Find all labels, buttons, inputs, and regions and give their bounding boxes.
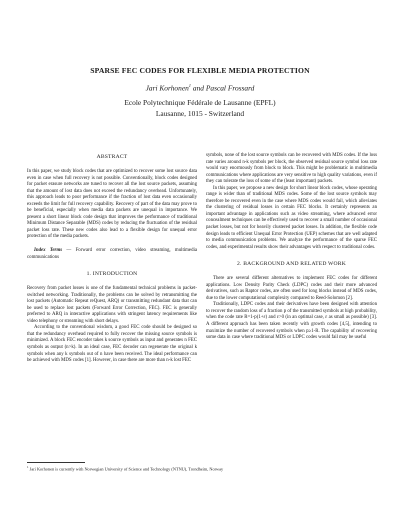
abstract-text: In this paper, we study block codes that are optimized to recover some lost source data even in case when full recovery is not possible. Conventionally, block codes designed for packet erasure networks are tuned to recover all the lost source packets, assuming that the amount of lost data does not exceed the redundancy overhead. Unfortunately, this approach leads to poor performance if the fraction of lost data even occasionally exceeds the limit for full recovery capability. Recovery of part of the data may prove to be beneficial, especially when media data packets are unequal in importance. We present a short linear block code design that improves the performance of traditional Minimum Distance Separable (MDS) codes by reducing the fluctuation of the residual packet loss rate. These new codes also lead to a flexible design for unequal error protection of the media packets. — [27, 169, 197, 240]
background-paragraph: Traditionally, LDPC codes and their derivatives have been designed with attention to recover the random loss of a fraction p of the transmitted symbols at high probability, when the code rate R=1-p(1+ε) and ε>0 (in an optimal case, ε as small as possible) [3]. A different approach has been taken recently with growth codes [4,5], intending to maximize the number of recovered symbols when p≥1-R. The capability of recovering some data in case where traditional MDS or LDPC codes would fail may be useful — [206, 302, 377, 341]
author-connector: and — [192, 83, 204, 93]
footnote-mark: 1 — [188, 83, 192, 88]
intro-paragraph: Recovery from packet losses is one of the fundamental technical problems in packet-switched networking. Traditionally, the problems can be solved by retransmitting the lost packets (Automatic Repeat reQuest, ARQ) or transmitting redundant data that can be used to replace lost packets (Forward Error Correction, FEC). FEC is generally preferred to ARQ in interactive applications with stringent latency requirements like video telephony or streaming with short delays. — [27, 286, 197, 324]
affiliation — [0, 98, 400, 119]
left-column — [27, 154, 197, 365]
paper-title: SPARSE FEC CODES FOR FLEXIBLE MEDIA PROTECTION — [90, 66, 310, 75]
author-name: Jari Korhonen — [145, 83, 189, 93]
institution: Ecole Polytechnique Fédérale de Lausanne (EPFL) — [124, 98, 276, 107]
index-terms — [27, 248, 197, 261]
abstract-heading: ABSTRACT — [96, 154, 128, 160]
author-line — [0, 83, 400, 92]
section-heading-background: 2. BACKGROUND AND RELATED WORK — [237, 261, 346, 268]
background-paragraph: There are several different alternatives to implement FEC codes for different applications. Low Density Parity Check (LDPC) codes and their more advanced derivatives, such as Raptor codes, are often used for long blocks instead of MDS codes, due to the lower computational complexity compared to Reed-Solomon [2]. — [206, 276, 377, 301]
section-heading-introduction: 1. INTRODUCTION — [86, 271, 138, 278]
footnote-text: Jari Korhonen is currently with Norwegian University of Science and Technology (NTNU), Trondheim, Norway — [29, 466, 224, 472]
footnote-rule — [27, 462, 85, 463]
author-name: Pascal Frossard — [205, 83, 255, 93]
index-terms-text: Forward error correction, video streaming, multimedia communications — [27, 248, 197, 260]
footnote — [27, 465, 377, 472]
intro-paragraph: In this paper, we propose a new design for short linear block codes, whose operating range is wider than of traditional MDS codes. Some of the lost source symbols may therefore be recovered even in the case where MDS codes would fail, which alleviates the clustering of residual losses in certain FEC blocks. It certainly represents an important advantage in applications such as video streaming, where advanced error concealment techniques can be effectively used to recover a small number of occasional packet losses, but not for heavily clustered packet losses. In addition, the flexible code design leads to efficient Unequal Error Protection (UEP) schemes that are well adapted to media communication problems. We analyze the performance of the sparse FEC codes, and experimental results show their advantages with respect to traditional codes. — [206, 185, 377, 250]
index-terms-label: Index Terms — [34, 248, 63, 254]
intro-paragraph: According to the conventional wisdom, a good FEC code should be designed so that the redundancy overhead required to fully recover the missing source symbols is minimized. A block FEC encoder takes k source symbols as input and generates n FEC symbols as output (n>k). In an ideal case, FEC decoder can regenerate the original k symbols when any k symbols out of n have been received. The ideal performance can be achieved with MDS codes [1]. However, in case there are more than n-k lost FEC — [27, 325, 197, 364]
index-terms-separator: — — [62, 248, 76, 254]
address: Lausanne, 1015 - Switzerland — [155, 108, 245, 118]
footnote-mark: 1 — [27, 465, 29, 469]
intro-continuation: symbols, none of the lost source symbols can be recovered with MDS codes. If the loss rate varies around n-k symbols per block, the observed residual source symbol loss rate would vary enormously from block to block. This might be problematic in multimedia communications where applications are very sensitive to high quality variations, even if they can tolerate the loss of some of the (least important) packets. — [206, 153, 377, 185]
right-column — [206, 153, 377, 342]
